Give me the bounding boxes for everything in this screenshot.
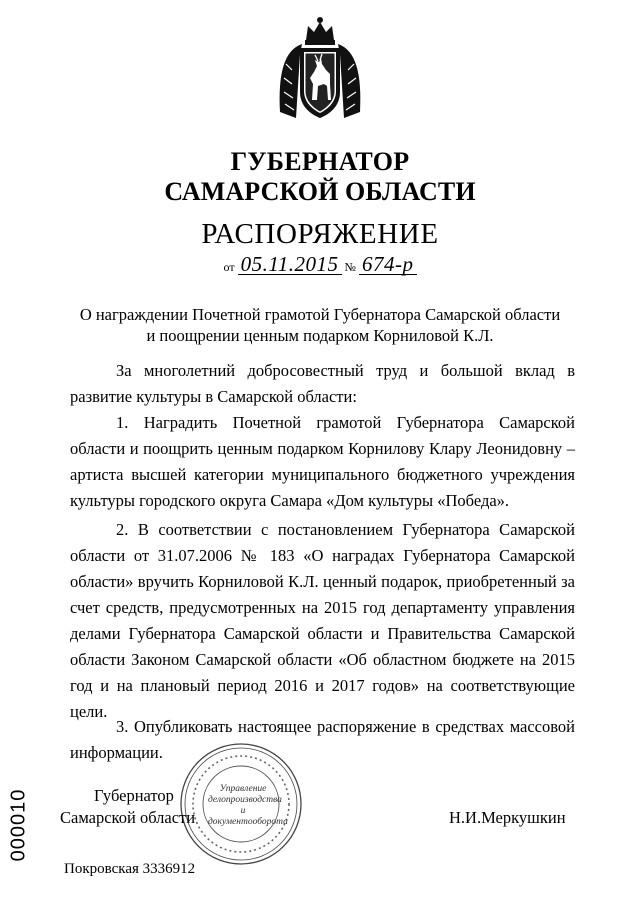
stamp-text [208, 784, 288, 828]
coat-of-arms-emblem [272, 14, 368, 122]
date-prefix: от [223, 260, 235, 274]
handwritten-number: 674-р [359, 254, 417, 275]
subject-line2: и поощрении ценным подарком Корниловой К.Л. [146, 326, 494, 345]
body-item-2: 2. В соответствии с постановлением Губернатора Самарской области от 31.07.2006 № 183 «О наградах Губернатора Самарской области» вручить Корниловой К.Л. ценный подарок, приобретенный за счет средств, предусмотренных на 2015 год департаменту управления делами Губернатора Самарской области и Правительства Самарской области Законом Самарской области «Об областном бюджете на 2015 год и на плановый период 2016 и 2017 годов» на соответствующие цели. [70, 520, 575, 721]
handwritten-date: 05.11.2015 [238, 254, 342, 275]
org-title-line2: САМАРСКОЙ ОБЛАСТИ [164, 177, 476, 206]
side-identifier-text: 000010 [7, 788, 30, 862]
body-item-1: 1. Наградить Почетной грамотой Губернатора Самарской области и поощрить ценным подарком Корнилову Клару Леонидовну – артиста высшей категории муниципального бюджетного учреждения культуры городского округа Самара «Дом культуры «Победа». [70, 413, 575, 510]
signatory-title-line2: Самарской области [60, 808, 196, 827]
signatory-name: Н.И.Меркушкин [449, 808, 566, 827]
stamp-text-line2: делопроизводства [208, 795, 282, 805]
date-number-line [0, 254, 640, 279]
subject-line1: О награждении Почетной грамотой Губернатора Самарской области [79, 305, 561, 324]
doc-type-title: РАСПОРЯЖЕНИЕ [201, 218, 439, 250]
body-intro: За многолетний добросовестный труд и большой вклад в развитие культуры в Самарской области: [70, 361, 575, 406]
number-prefix: № [344, 260, 356, 274]
side-identifier [6, 770, 32, 880]
org-title-line1: ГУБЕРНАТОР [230, 147, 410, 176]
body-item-3: 3. Опубликовать настоящее распоряжение в средствах массовой информации. [70, 717, 575, 762]
signatory-title-line1: Губернатор [94, 786, 174, 805]
stamp-text-line1: Управление [219, 784, 267, 794]
executor-footer: Покровская 3336912 [64, 861, 196, 877]
stamp-text-line3: и документооборота [208, 806, 288, 827]
